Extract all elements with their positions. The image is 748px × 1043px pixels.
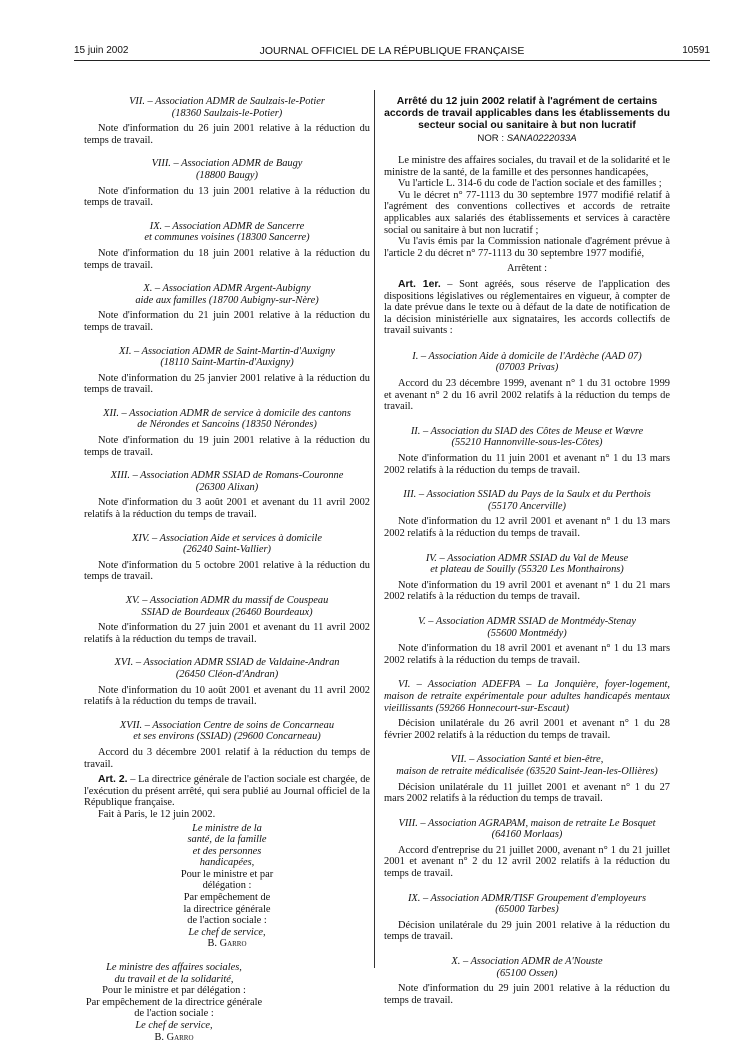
article-2 <box>84 774 370 809</box>
section-text: Décision unilatérale du 11 juillet 2001 et avenant n° 1 du 27 mars 2002 relatifs à la réduction du temps de travail. <box>384 781 670 805</box>
section-title: VIII. – Association ADMR de Baugy (18800 Baugy) <box>151 158 303 181</box>
section-text: Note d'information du 12 avril 2001 et avenant n° 1 du 13 mars 2002 relatifs à la réduction du temps de travail. <box>384 516 670 540</box>
list-item <box>384 754 670 804</box>
signature-role: Le chef de service, <box>135 1020 213 1031</box>
signature-minister: Le ministre de la santé, de la famille et des personnes handicapées, <box>187 822 267 869</box>
section-title: II. – Association du SIAD des Côtes de Meuse et Wœvre (55210 Hannonville-sous-les-Côtes) <box>410 425 644 449</box>
section-title: IV. – Association ADMR SSIAD du Val de Meuse et plateau de Souilly (55320 Les Monthairons) <box>425 552 629 576</box>
section-title: XII. – Association ADMR de service à domicile des cantons de Nérondes et Sancoins (18350 Nérondes) <box>103 407 351 431</box>
nor-reference <box>384 133 670 145</box>
list-item <box>84 221 370 271</box>
section-text: Note d'information du 19 avril 2001 et avenant n° 1 du 21 mars 2002 relatifs à la réduction du temps de travail. <box>384 579 670 603</box>
section-title: X. – Association ADMR Argent-Aubigny aide aux familles (18700 Aubigny-sur-Nère) <box>135 283 319 306</box>
preamble-paragraph: Le ministre des affaires sociales, du travail et de la solidarité et le ministre de la santé, de la famille et des personnes handicapées, <box>384 154 670 178</box>
signature-delegation: Pour le ministre et par délégation : Par empêchement de la directrice générale de l'action sociale : <box>85 985 263 1020</box>
section-title: VII. – Association Santé et bien-être, maison de retraite médicalisée (63520 Saint-Jean-les-Ollières) <box>396 754 658 777</box>
section-title: XI. – Association ADMR de Saint-Martin-d'Auxigny (18110 Saint-Martin-d'Auxigny) <box>119 345 335 369</box>
list-item <box>384 956 670 1006</box>
list-item <box>84 346 370 396</box>
section-text: Note d'information du 18 juin 2001 relative à la réduction du temps de travail. <box>84 247 370 271</box>
article-2-text: – La directrice générale de l'action sociale est chargée, de l'exécution du présent arrêté, qui sera publié au Journal officiel de la République française. <box>84 774 370 809</box>
article-1-label: Art. 1er. <box>398 278 441 290</box>
list-item <box>384 351 670 413</box>
section-title: VII. – Association ADMR de Saulzais-le-Potier (18360 Saulzais-le-Potier) <box>129 96 325 119</box>
section-text: Note d'information du 29 juin 2001 relative à la réduction du temps de travail. <box>384 983 670 1006</box>
nor-label: NOR : <box>477 133 507 145</box>
signature-block <box>84 823 274 951</box>
done-at: Fait à Paris, le 12 juin 2002. <box>98 808 216 820</box>
list-item <box>84 720 370 770</box>
section-text: Note d'information du 10 août 2001 et avenant du 11 avril 2002 relatifs à la réduction du temps de travail. <box>84 684 370 708</box>
section-title: IX. – Association ADMR de Sancerre et communes voisines (18300 Sancerre) <box>144 220 310 244</box>
signature-name: B. Garro <box>154 1031 194 1043</box>
section-text: Décision unilatérale du 29 juin 2001 relative à la réduction du temps de travail. <box>384 919 670 943</box>
section-title: III. – Association SSIAD du Pays de la Saulx et du Perthois (55170 Ancerville) <box>403 489 651 512</box>
section-title: VIII. – Association AGRAPAM, maison de retraite Le Bosquet (64160 Morlaas) <box>398 817 656 841</box>
list-item <box>384 616 670 666</box>
journal-title: JOURNAL OFFICIEL DE LA RÉPUBLIQUE FRANÇAISE <box>259 45 525 57</box>
list-item <box>84 283 370 333</box>
signature-block <box>84 962 264 1043</box>
section-text: Note d'information du 27 juin 2001 et avenant du 11 avril 2002 relatifs à la réduction du temps de travail. <box>84 622 370 645</box>
article-1 <box>384 279 670 337</box>
section-text: Accord du 3 décembre 2001 relatif à la réduction du temps de travail. <box>84 746 370 770</box>
section-text: Accord du 23 décembre 1999, avenant n° 1 du 31 octobre 1999 et avenant n° 2 du 16 avril 2002 relatifs à la réduction du temps de travail. <box>384 378 670 413</box>
section-text: Note d'information du 19 juin 2001 relative à la réduction du temps de travail. <box>84 435 370 458</box>
section-text: Note d'information du 18 avril 2001 et avenant n° 1 du 13 mars 2002 relatifs à la réduction du temps de travail. <box>384 643 670 666</box>
page-header <box>74 44 710 58</box>
signature-role: Le chef de service, <box>188 926 266 938</box>
section-text: Note d'information du 11 juin 2001 et avenant n° 1 du 13 mars 2002 relatifs à la réduction du temps de travail. <box>384 453 670 476</box>
section-title: XVI. – Association ADMR SSIAD de Valdaine-Andran (26450 Cléon-d'Andran) <box>114 657 340 680</box>
section-text: Accord d'entreprise du 21 juillet 2000, avenant n° 1 du 21 juillet 2001 et avenant n° 2 du 12 avril 2002 relatifs à la réduction du temps de travail. <box>384 844 670 880</box>
section-text: Note d'information du 25 janvier 2001 relative à la réduction du temps de travail. <box>84 372 370 396</box>
list-item <box>84 595 370 645</box>
preamble-paragraph: Vu l'avis émis par la Commission nationale d'agrément prévue à l'article 2 du décret n° 77-1113 du 30 septembre 1977 modifié, <box>384 236 670 259</box>
section-title: VI. – Association ADEFPA – La Jonquière, foyer-logement, maison de retraite expérimentale pour adultes handicapés mentaux vieillissants (59266 Honnecourt-sur-Escaut) <box>384 679 670 714</box>
left-column <box>84 96 370 1043</box>
list-item <box>84 408 370 458</box>
section-text: Note d'information du 13 juin 2001 relative à la réduction du temps de travail. <box>84 185 370 209</box>
list-item <box>384 426 670 476</box>
signature-name: B. Garro <box>207 938 247 950</box>
list-item <box>384 553 670 603</box>
section-text: Note d'information du 3 août 2001 et avenant du 11 avril 2002 relatifs à la réduction du temps de travail. <box>84 497 370 521</box>
header-rule <box>74 60 710 61</box>
section-title: XV. – Association ADMR du massif de Couspeau SSIAD de Bourdeaux (26460 Bourdeaux) <box>125 595 329 618</box>
page-number: 10591 <box>682 45 710 56</box>
section-title: XIV. – Association Aide et services à domicile (26240 Saint-Vallier) <box>132 532 322 556</box>
section-title: I. – Association Aide à domicile de l'Ardèche (AAD 07) (07003 Privas) <box>412 350 642 374</box>
arretent: Arrêtent : <box>506 263 548 275</box>
list-item <box>84 657 370 707</box>
section-title: IX. – Association ADMR/TISF Groupement d'employeurs (65000 Tarbes) <box>407 892 647 916</box>
signature-delegation: Pour le ministre et par délégation : Par empêchement de la directrice générale de l'action sociale : <box>180 868 274 927</box>
list-item <box>384 818 670 880</box>
section-text: Décision unilatérale du 26 avril 2001 et avenant n° 1 du 28 février 2002 relatifs à la réduction du temps de travail. <box>384 718 670 741</box>
preamble-paragraph: Vu l'article L. 314-6 du code de l'action sociale et des familles ; <box>398 178 662 190</box>
article-1-text: – Sont agréés, sous réserve de l'application des dispositions législatives ou réglementaires en vigueur, à compter de la date prévue dans le texte ou à défaut de la date de notification de la décision ministérielle aux signataires, les accords collectifs de travail suivants : <box>384 278 670 337</box>
section-title: XVII. – Association Centre de soins de Concarneau et ses environs (SSIAD) (29600 Concarneau) <box>119 719 335 743</box>
header-date: 15 juin 2002 <box>74 45 129 56</box>
section-title: V. – Association ADMR SSIAD de Montmédy-Stenay (55600 Montmédy) <box>418 615 636 639</box>
section-title: XIII. – Association ADMR SSIAD de Romans-Couronne (26300 Alixan) <box>110 470 344 493</box>
preamble-paragraph: Vu le décret n° 77-1113 du 30 septembre 1977 modifié relatif à l'agrément des conventions collectives et accords de retraite applicables aux salariés des établissements et services à caractère social ou sanitaire à but non lucratif ; <box>384 189 670 236</box>
list-item <box>384 679 670 741</box>
signature-minister: Le ministre des affaires sociales, du travail et de la solidarité, <box>106 962 242 985</box>
list-item <box>84 96 370 146</box>
decree-title: Arrêté du 12 juin 2002 relatif à l'agrément de certains accords de travail applicables dans les établissements du secteur social ou sanitaire à but non lucratif <box>384 96 670 131</box>
section-text: Note d'information du 5 octobre 2001 relative à la réduction du temps de travail. <box>84 559 370 583</box>
list-item <box>84 470 370 520</box>
section-text: Note d'information du 21 juin 2001 relative à la réduction du temps de travail. <box>84 310 370 333</box>
section-title: X. – Association ADMR de A'Nouste (65100 Ossen) <box>451 956 603 979</box>
nor-code: SANA0222033A <box>506 133 577 145</box>
list-item <box>384 893 670 943</box>
right-column <box>384 96 670 1019</box>
list-item <box>84 158 370 208</box>
section-text: Note d'information du 26 juin 2001 relative à la réduction du temps de travail. <box>84 123 370 146</box>
article-2-label: Art. 2. <box>98 774 128 786</box>
column-divider <box>374 90 375 968</box>
list-item <box>84 533 370 583</box>
list-item <box>384 489 670 539</box>
